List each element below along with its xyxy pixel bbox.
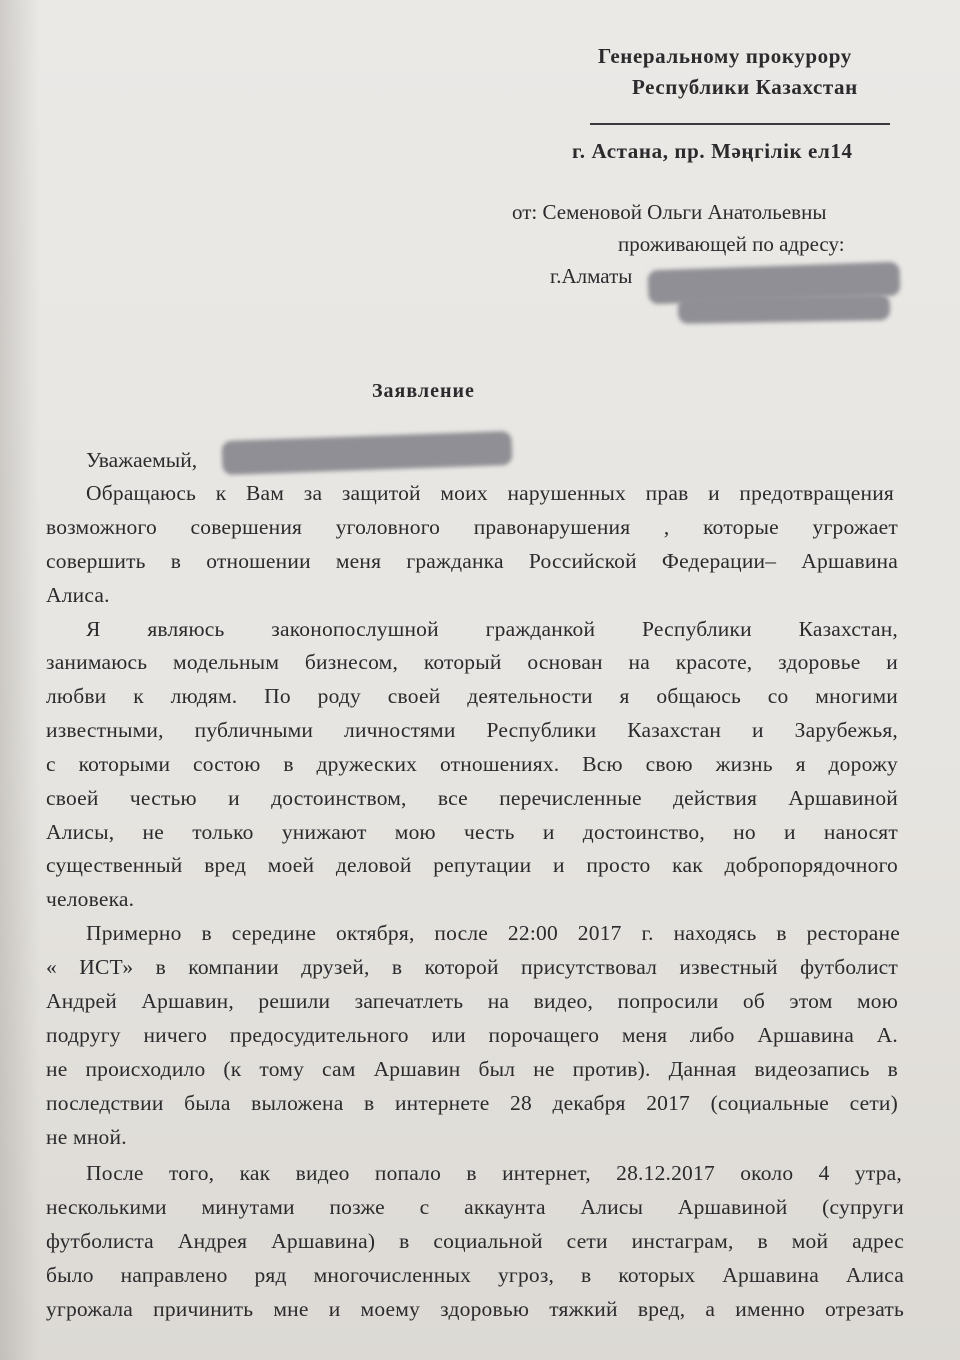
paragraph-line: Примерно в середине октября, после 22:00 2017 г. находясь в ресторане bbox=[86, 921, 900, 945]
paragraph-line: не происходило (к тому сам Аршавин был не против). Данная видеозапись в bbox=[46, 1057, 898, 1081]
paragraph-line: « ИСТ» в компании друзей, в которой присутствовал известный футболист bbox=[46, 955, 898, 979]
paragraph-line: Алисы, не только унижают мою честь и достоинство, но и наносят bbox=[46, 820, 898, 844]
paragraph-line: было направлено ряд многочисленных угроз, в которых Аршавина Алиса bbox=[46, 1263, 904, 1287]
addressee-line-1: Генеральному прокурору bbox=[598, 44, 852, 68]
document-title: Заявление bbox=[372, 380, 475, 402]
paragraph-line: занимаюсь модельным бизнесом, который основан на красоте, здоровье и bbox=[46, 650, 898, 674]
paragraph-line: Алиса. bbox=[46, 583, 110, 607]
paragraph-line: существенный вред моей деловой репутации и просто как добропорядочного bbox=[46, 853, 898, 877]
redacted-address-line-2 bbox=[678, 294, 890, 324]
paragraph-line: известными, публичными личностями Республики Казахстан и Зарубежья, bbox=[46, 718, 898, 742]
paragraph-line: не мной. bbox=[46, 1125, 127, 1149]
paragraph-line: Андрей Аршавин, решили запечатлеть на видео, попросили об этом мою bbox=[46, 989, 898, 1013]
paragraph-line: человека. bbox=[46, 887, 135, 911]
greeting: Уважаемый, bbox=[86, 448, 198, 472]
addressee-address: г. Астана, пр. Мәңгілік ел14 bbox=[572, 139, 853, 163]
paragraph-line: подругу ничего предосудительного или порочащего меня либо Аршавина А. bbox=[46, 1023, 898, 1047]
page-shadow bbox=[0, 0, 40, 1360]
paragraph-line: любви к людям. По роду своей деятельности я общаюсь со многими bbox=[46, 684, 898, 708]
sender-city: г.Алматы bbox=[550, 264, 633, 288]
sender-name: от: Семеновой Ольги Анатольевны bbox=[512, 200, 827, 224]
paragraph-line: угрожала причинить мне и моему здоровью тяжкий вред, а именно отрезать bbox=[46, 1297, 904, 1321]
redacted-name bbox=[221, 431, 512, 475]
addressee-line-2: Республики Казахстан bbox=[632, 75, 858, 99]
paragraph-line: совершить в отношении меня гражданка Российской Федерации– Аршавина bbox=[46, 549, 898, 573]
underline-rule bbox=[590, 123, 890, 125]
paragraph-line: После того, как видео попало в интернет, 28.12.2017 около 4 утра, bbox=[86, 1161, 902, 1185]
paragraph-line: несколькими минутами позже с аккаунта Алисы Аршавиной (супруги bbox=[46, 1195, 904, 1219]
paragraph-line: последствии была выложена в интернете 28 декабря 2017 (социальные сети) bbox=[46, 1091, 898, 1115]
paragraph-line: с которыми состою в дружеских отношениях. Всю свою жизнь я дорожу bbox=[46, 752, 898, 776]
paragraph-line: Обращаюсь к Вам за защитой моих нарушенных прав и предотвращения bbox=[86, 481, 894, 505]
paragraph-line: Я являюсь законопослушной гражданкой Республики Казахстан, bbox=[86, 617, 898, 641]
sender-address-label: проживающей по адресу: bbox=[618, 232, 845, 256]
paragraph-line: футболиста Андрея Аршавина) в социальной сети инстаграм, в мой адрес bbox=[46, 1229, 904, 1253]
paragraph-line: своей честью и достоинством, все перечисленные действия Аршавиной bbox=[46, 786, 898, 810]
paragraph-line: возможного совершения уголовного правонарушения , которые угрожает bbox=[46, 515, 898, 539]
